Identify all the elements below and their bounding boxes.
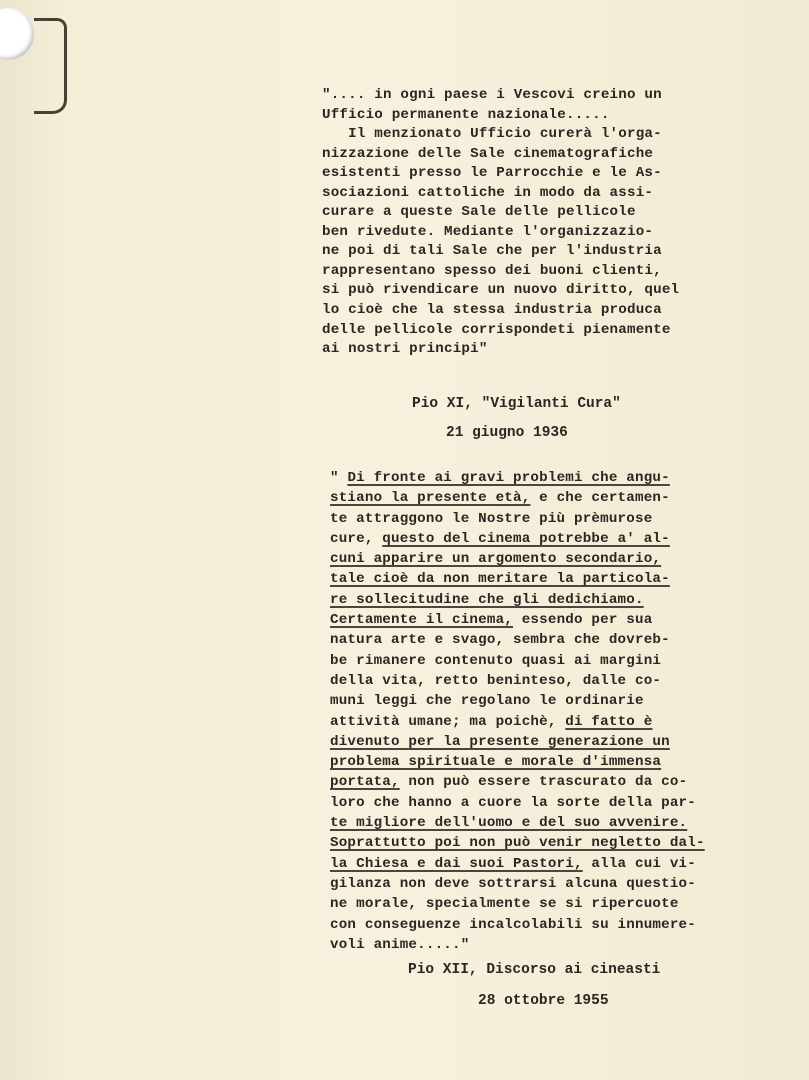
quote2-line [330,509,705,529]
quote2-line [330,732,705,752]
quote2-line [330,752,705,772]
quote2-line [330,549,705,569]
quote2-line [330,854,705,874]
underlined-text: la Chiesa e dai suoi Pastori, [330,855,583,872]
staple-mark [34,18,67,114]
underlined-text: divenuto per la presente generazione un [330,733,670,750]
citation-date-1: 21 giugno 1936 [446,425,568,441]
text-segment: alla cui vi- [582,855,696,872]
quote1-line: ".... in ogni paese i Vescovi creino un [322,87,662,103]
quote2-line [330,813,705,833]
quote1-line: nizzazione delle Sale cinematografiche [322,145,654,162]
text-segment: gilanza non deve sottrarsi alcuna questio- [330,875,696,892]
underlined-text: stiano la presente età, [330,490,531,507]
underlined-text: Soprattutto poi non può venir negletto dal- [330,835,705,852]
text-segment: ne morale, specialmente se si ripercuote [330,896,679,913]
quote2-line [330,468,705,488]
text-segment: be rimanere contenuto quasi ai margini [330,652,662,669]
text-segment: te attraggono le Nostre più prèmurose [330,510,653,527]
underlined-text: cuni apparire un argomento secondario, [330,551,662,568]
citation-author-2: Pio XII, Discorso ai cineasti [408,962,661,978]
text-segment: con conseguenze incalcolabili su innumere- [330,916,696,933]
quote-discorso-cineasti [330,468,705,955]
quote2-line [330,894,705,914]
quote2-line [330,610,705,630]
underlined-text: portata, [330,774,400,791]
quote2-line [330,772,705,792]
text-segment: della vita, retto beninteso, dalle co- [330,672,662,689]
underlined-text: Di fronte ai gravi problemi che angu- [347,470,670,486]
quote2-line [330,569,705,589]
text-segment: non può essere trascurato da co- [399,774,688,791]
text-segment: muni leggi che regolano le ordinarie [330,693,644,710]
underlined-text: di fatto è [565,713,653,730]
text-segment: e che certamen- [530,490,670,507]
citation-date-2: 28 ottobre 1955 [478,993,609,1009]
text-segment: natura arte e svago, sembra che dovreb- [330,632,670,649]
text-segment: loro che hanno a cuore la sorte della par- [330,794,696,811]
quote1-line: ne poi di tali Sale che per l'industria [322,243,662,260]
underlined-text: tale cioè da non meritare la particola- [330,571,670,588]
text-segment: " [330,470,348,486]
quote2-line [330,935,705,955]
quote2-line [330,590,705,610]
quote-vigilanti-cura [322,86,679,360]
underlined-text: Certamente il cinema, [330,612,513,629]
quote1-line: esistenti presso le Parrocchie e le As- [322,165,662,182]
quote2-line [330,915,705,935]
citation-author-1: Pio XI, "Vigilanti Cura" [412,396,621,412]
quote2-line [330,691,705,711]
text-segment: cure, [330,530,383,547]
quote1-line: Il menzionato Ufficio curerà l'orga- [322,126,662,143]
punch-hole [0,8,34,60]
quote2-line [330,874,705,894]
underlined-text: problema spirituale e morale d'immensa [330,754,662,771]
quote1-line: sociazioni cattoliche in modo da assi- [322,184,654,201]
quote2-line [330,793,705,813]
quote1-line: lo cioè che la stessa industria produca [322,302,662,319]
quote1-line: si può rivendicare un nuovo diritto, quel [322,282,680,299]
quote2-line [330,630,705,650]
quote1-line: curare a queste Sale delle pellicole [322,204,636,221]
quote2-line [330,651,705,671]
quote1-line: Ufficio permanente nazionale..... [322,106,610,123]
underlined-text: te migliore dell'uomo e del suo avvenire. [330,815,688,832]
text-segment: voli anime....." [330,936,470,953]
underlined-text: questo del cinema potrebbe a' al- [382,530,670,547]
text-segment: essendo per sua [513,612,653,629]
quote1-line: ai nostri principi" [322,341,488,358]
underlined-text: re sollecitudine che gli dedichiamo. [330,591,644,608]
quote2-line [330,833,705,853]
text-segment: attività umane; ma poichè, [330,713,566,730]
quote1-line: rappresentano spesso dei buoni clienti, [322,262,662,279]
quote1-line: delle pellicole corrispondeti pienamente [322,321,671,338]
quote2-line [330,488,705,508]
quote2-line [330,712,705,732]
quote2-line [330,671,705,691]
quote2-line [330,529,705,549]
quote1-line: ben rivedute. Mediante l'organizzazio- [322,223,654,240]
